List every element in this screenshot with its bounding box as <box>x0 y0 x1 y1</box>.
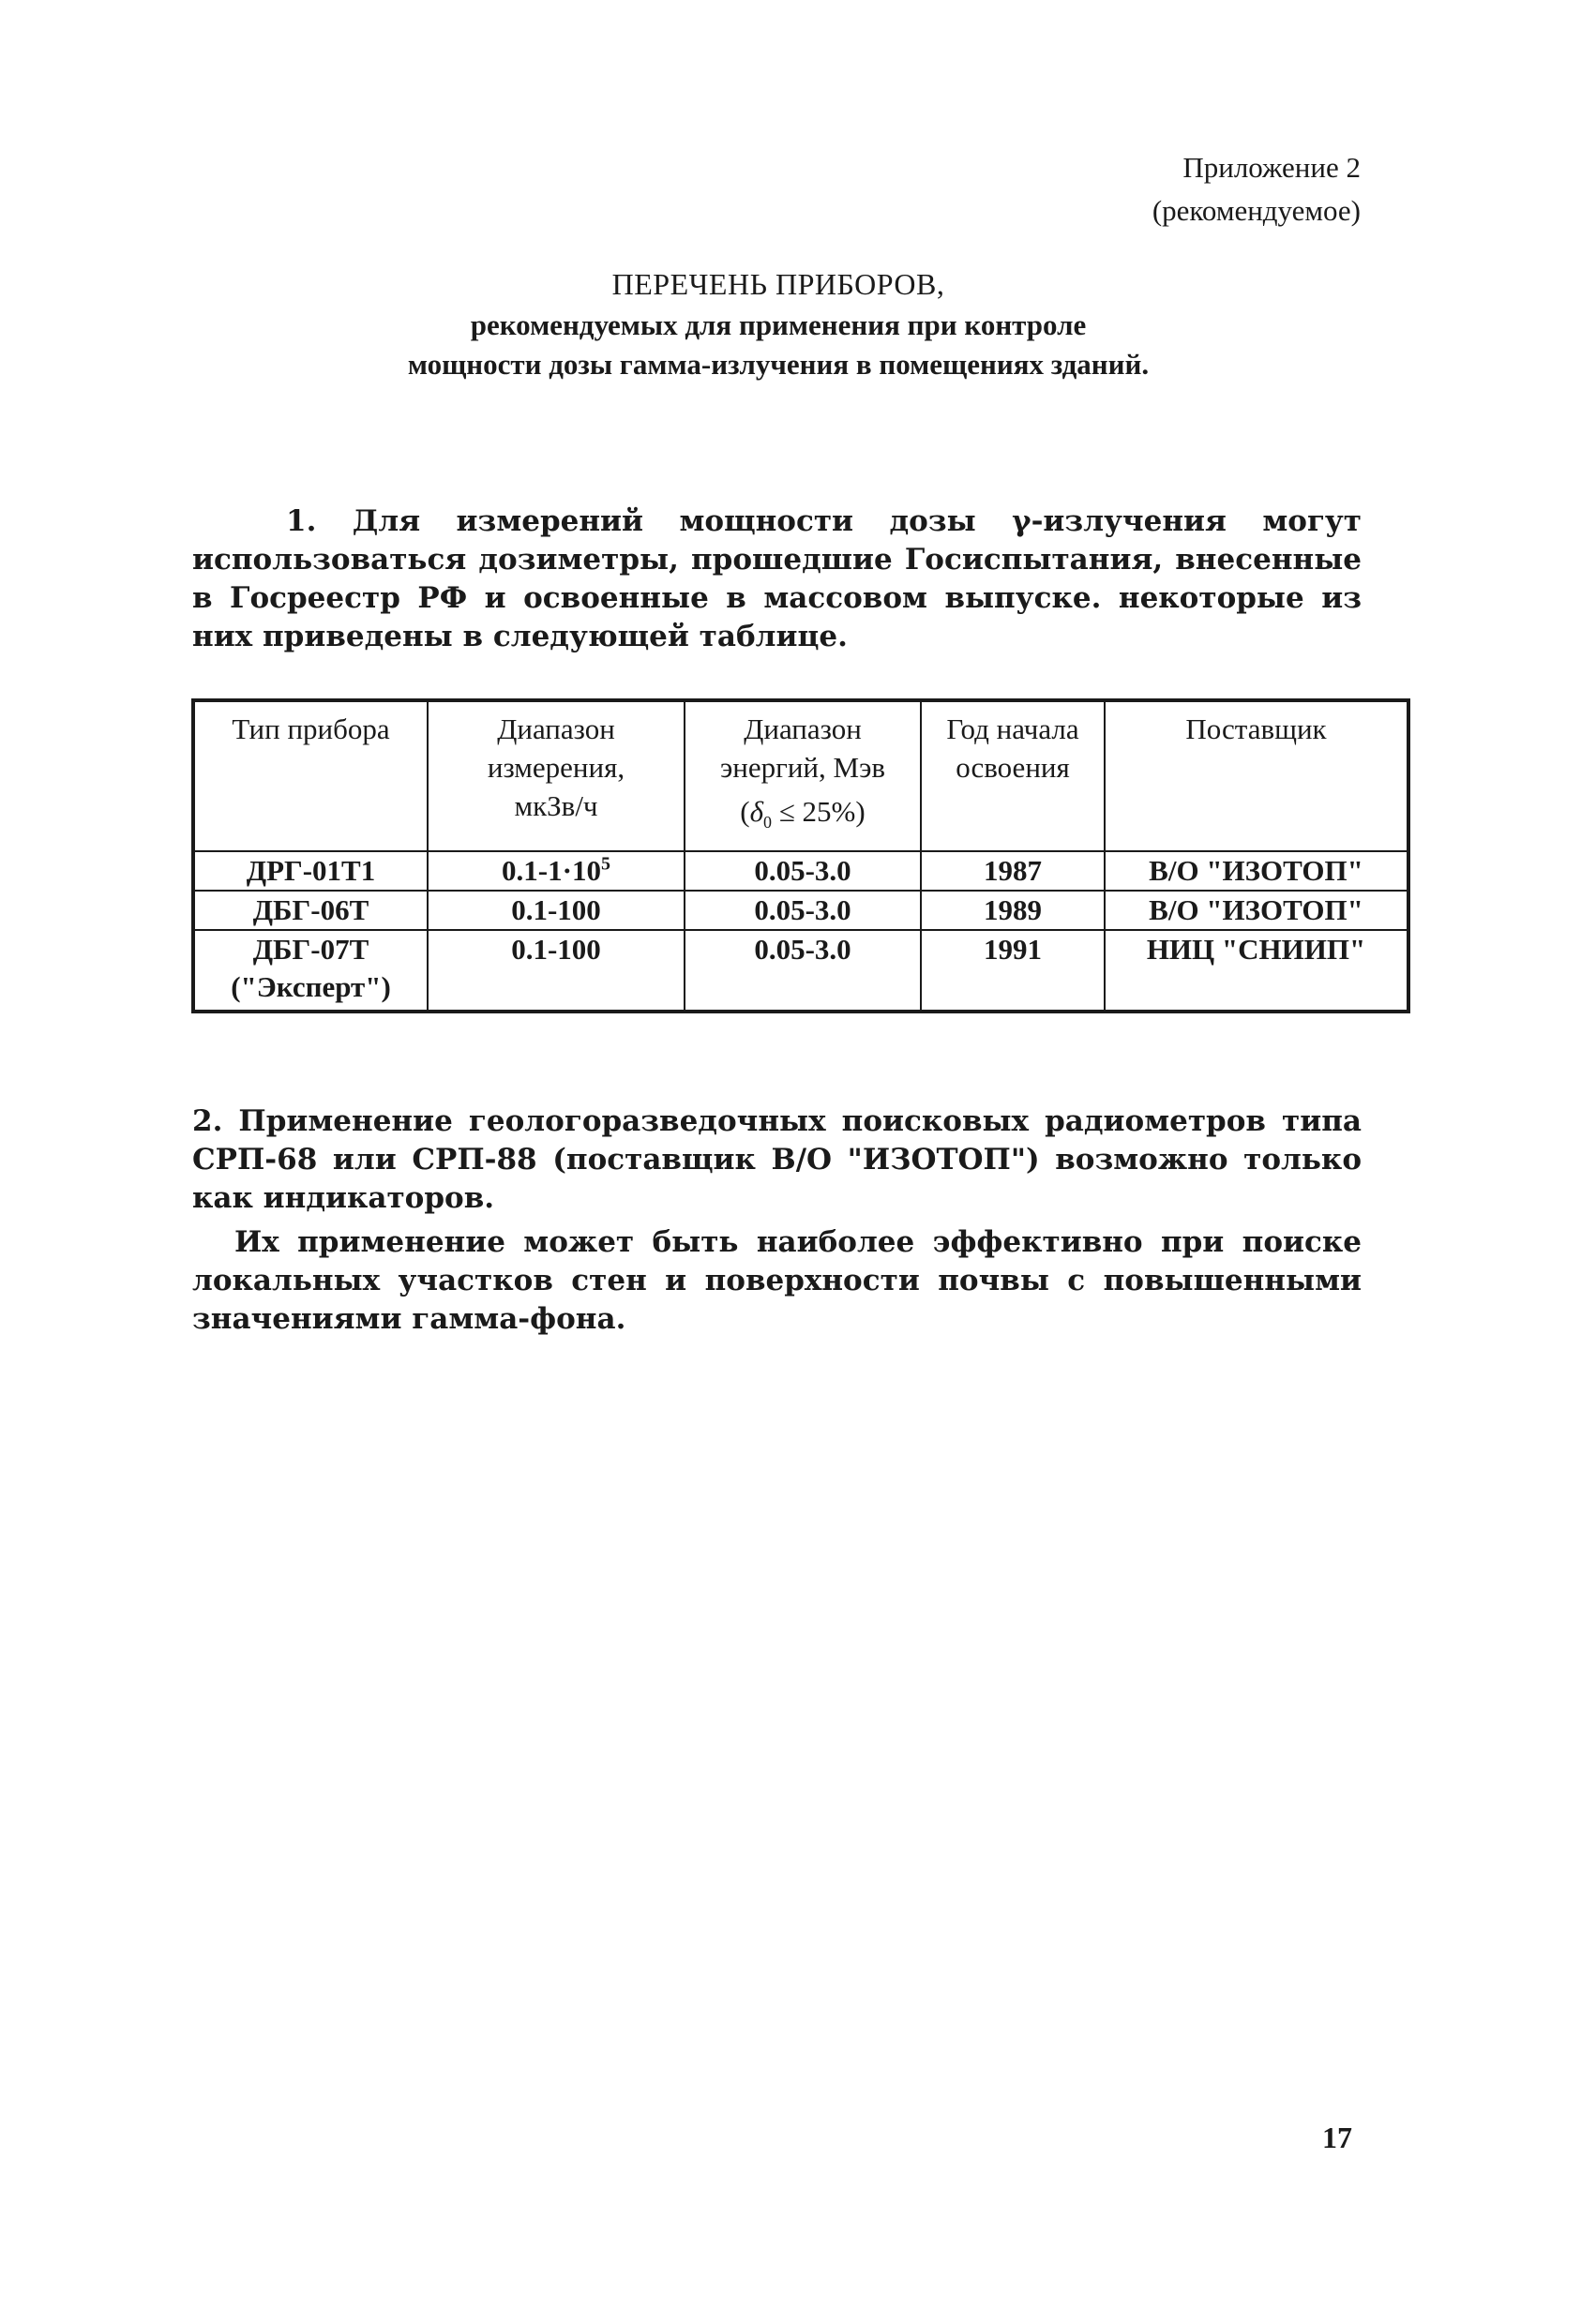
document-heading <box>216 262 1341 384</box>
table-row <box>193 891 1408 930</box>
annex-number: Приложение 2 <box>1182 151 1361 184</box>
subtitle-line-2: мощности дозы гамма-излучения в помещениях зданий. <box>407 348 1150 381</box>
subtitle-line-1: рекомендуемых для применения при контроле <box>470 308 1087 341</box>
cell-range: 0.1-100 <box>428 891 685 930</box>
cell-supplier: В/О "ИЗОТОП" <box>1105 851 1408 891</box>
header-year: Год начала освоения <box>921 700 1105 851</box>
cell-year: 1987 <box>921 851 1105 891</box>
cell-range: 0.1-100 <box>428 930 685 1012</box>
cell-type: ДРГ-01Т1 <box>193 851 428 891</box>
instruments-table <box>191 698 1410 1013</box>
cell-range: $0.1-1\cdot 10^5$ <box>428 851 685 891</box>
cell-energy: 0.05-3.0 <box>685 891 921 930</box>
table-row <box>193 851 1408 891</box>
cell-type: ДБГ-06Т <box>193 891 428 930</box>
paragraph-1 <box>192 502 1362 656</box>
page-number: 17 <box>1322 2121 1352 2154</box>
table-header-row <box>193 700 1408 851</box>
paragraph-3-text: Их применение может быть наиболее эффективно при поиске локальных участков стен и поверхности почвы с повышенными значениями гамма-фона. <box>192 1225 1362 1336</box>
cell-supplier: В/О "ИЗОТОП" <box>1105 891 1408 930</box>
cell-energy: 0.05-3.0 <box>685 930 921 1012</box>
paragraph-2 <box>192 1102 1362 1339</box>
annex-status: (рекомендуемое) <box>1152 194 1361 227</box>
table-row <box>193 930 1408 1012</box>
cell-energy: 0.05-3.0 <box>685 851 921 891</box>
header-range: Диапазон измерения, мкЗв/ч <box>428 700 685 851</box>
paragraph-1-text: 1. Для измерений мощности дозы γ-излучения могут использоваться дозиметры, прошедшие Госиспытания, внесенные в Госреестр РФ и освоенные в массовом выпуске. некоторые из них приведены в следующей таблице. <box>192 504 1362 653</box>
paragraph-2-text: 2. Применение геологоразведочных поисковых радиометров типа СРП-68 или СРП-88 (поставщик В/О "ИЗОТОП") возможно только как индикаторов. <box>192 1104 1362 1215</box>
cell-supplier: НИЦ "СНИИП" <box>1105 930 1408 1012</box>
header-energy: Диапазон энергий, Мэв $(\delta_0 \le 25\%)$ <box>685 700 921 851</box>
header-supplier: Поставщик <box>1105 700 1408 851</box>
page-title: ПЕРЕЧЕНЬ ПРИБОРОВ, <box>611 267 945 301</box>
cell-year: 1991 <box>921 930 1105 1012</box>
error-condition: $(\delta_0 \le 25\%)$ <box>740 795 866 832</box>
cell-type: ДБГ-07Т ("Эксперт") <box>193 930 428 1012</box>
cell-year: 1989 <box>921 891 1105 930</box>
annex-label <box>1152 146 1361 232</box>
header-type: Тип прибора <box>193 700 428 851</box>
